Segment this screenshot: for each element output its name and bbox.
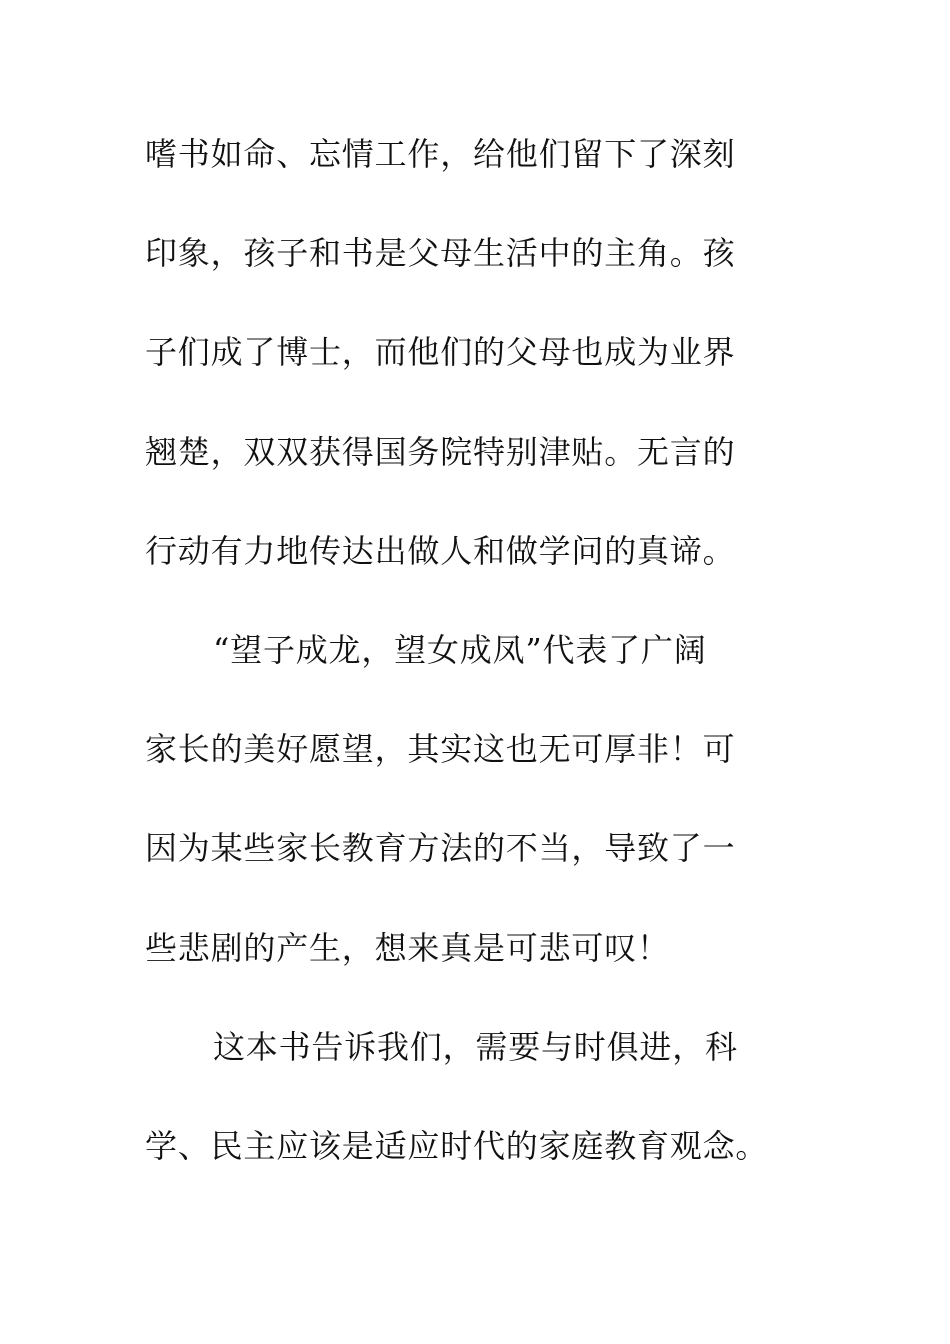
paragraph-start-line: 这本书告诉我们，需要与时俱进，科: [213, 1027, 738, 1066]
text-line: 翘楚，双双获得国务院特别津贴。无言的: [145, 432, 736, 471]
text-line: 嗜书如命、忘情工作，给他们留下了深刻: [145, 135, 736, 173]
text-line: 因为某些家长教育方法的不当，导致了一: [145, 829, 736, 868]
text-line: 些悲剧的产生，想来真是可悲可叹！: [145, 928, 670, 967]
text-line: 家长的美好愿望，其实这也无可厚非！可: [145, 730, 736, 769]
text-line: 行动有力地传达出做人和做学问的真谛。: [145, 531, 736, 570]
paragraph-start-line: “望子成龙，望女成凤”代表了广阔: [213, 630, 707, 669]
body-text: [145, 128, 845, 1219]
text-line: 学、民主应该是适应时代的家庭教育观念。: [145, 1126, 769, 1165]
text-line: 子们成了博士，而他们的父母也成为业界: [145, 333, 736, 372]
text-line: 印象，孩子和书是父母生活中的主角。孩: [145, 234, 736, 273]
